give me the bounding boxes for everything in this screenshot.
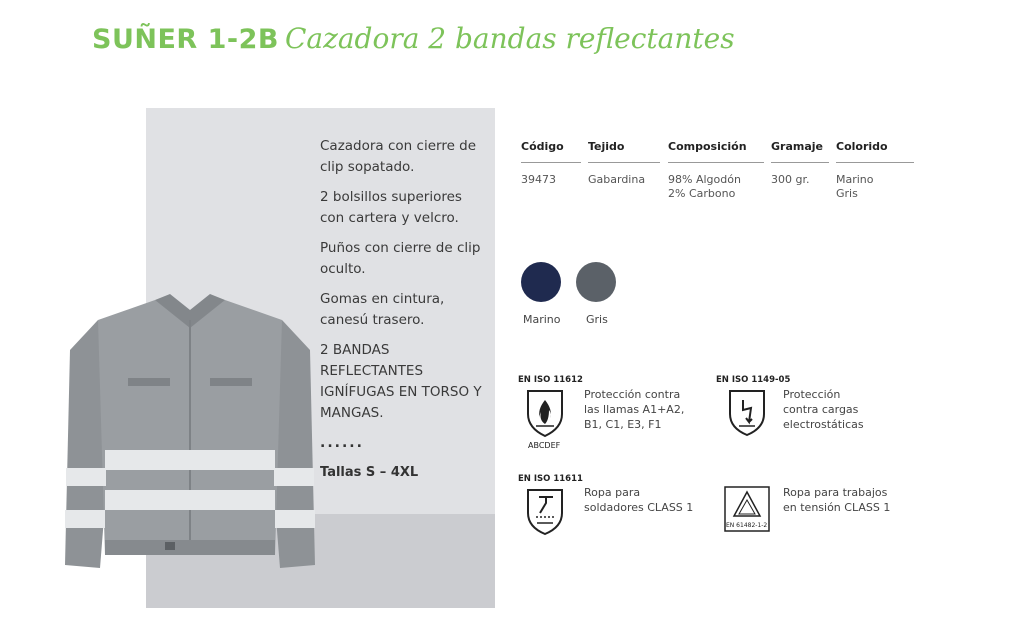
spec-value-line: Gris (836, 187, 858, 200)
page-title (92, 22, 735, 62)
spec-col-gramaje (771, 140, 829, 187)
spec-col-composicion (668, 140, 764, 201)
spec-header: Composición (668, 140, 764, 163)
norm-line: B1, C1, E3, F1 (584, 418, 662, 431)
spec-value-line: 2% Carbono (668, 187, 736, 200)
spec-header: Código (521, 140, 581, 163)
norm-line: las llamas A1+A2, (584, 403, 685, 416)
color-swatch-gris[interactable] (576, 262, 616, 302)
norm-line: Ropa para trabajos (783, 486, 888, 499)
norm-line: soldadores CLASS 1 (584, 501, 694, 514)
color-label: Gris (586, 313, 608, 326)
feature-item: Puños con cierre de clip oculto. (320, 240, 481, 277)
norm-code: EN ISO 1149-05 (716, 375, 791, 385)
feature-item: Cazadora con cierre de clip sopatado. (320, 138, 477, 175)
spec-col-codigo (521, 140, 581, 187)
spec-header: Gramaje (771, 140, 829, 163)
norm-description (783, 485, 890, 515)
feature-item: 2 bolsillos superiores con cartera y velcro. (320, 189, 462, 226)
color-label: Marino (523, 313, 561, 326)
norm-line: contra cargas (783, 403, 859, 416)
spec-value-line: 98% Algodón (668, 173, 741, 186)
spec-value-line: Marino (836, 173, 874, 186)
product-code: SUÑER 1-2B (92, 24, 279, 55)
norm-description (584, 387, 684, 432)
spec-col-tejido (588, 140, 660, 187)
norm-code: EN ISO 11612 (518, 375, 583, 385)
spec-header: Colorido (836, 140, 914, 163)
norm-line: Ropa para (584, 486, 641, 499)
norm-description (783, 387, 864, 432)
icon-label: ABCDEF (528, 441, 561, 450)
norm-description (584, 485, 693, 515)
spec-value (668, 173, 764, 201)
feature-item: 2 BANDAS REFLECTANTES IGNÍFUGAS EN TORSO Y MANGAS. (320, 342, 482, 421)
spec-value: 39473 (521, 173, 556, 186)
sizes-label: Tallas S – 4XL (320, 465, 419, 480)
spec-value: 300 gr. (771, 173, 810, 186)
spec-col-colorido (836, 140, 914, 201)
norm-line: Protección contra (584, 388, 681, 401)
features-list (320, 136, 485, 483)
color-swatch-marino[interactable] (521, 262, 561, 302)
flame-shield-icon (525, 388, 565, 440)
dots-separator: ...... (320, 435, 364, 451)
norm-code: EN ISO 11611 (518, 474, 583, 484)
spec-value: Gabardina (588, 173, 646, 186)
norm-line: en tensión CLASS 1 (783, 501, 891, 514)
product-subtitle: Cazadora 2 bandas reflectantes (284, 22, 735, 55)
icon-label: EN 61482-1-2 (726, 522, 768, 529)
spec-header: Tejido (588, 140, 660, 163)
spec-value (836, 173, 914, 201)
lightning-shield-icon (727, 388, 767, 438)
norm-line: electrostáticas (783, 418, 864, 431)
feature-item: Gomas en cintura, canesú trasero. (320, 291, 445, 328)
welding-shield-icon (525, 487, 565, 537)
jacket-image (60, 290, 320, 580)
norm-line: Protección (783, 388, 841, 401)
